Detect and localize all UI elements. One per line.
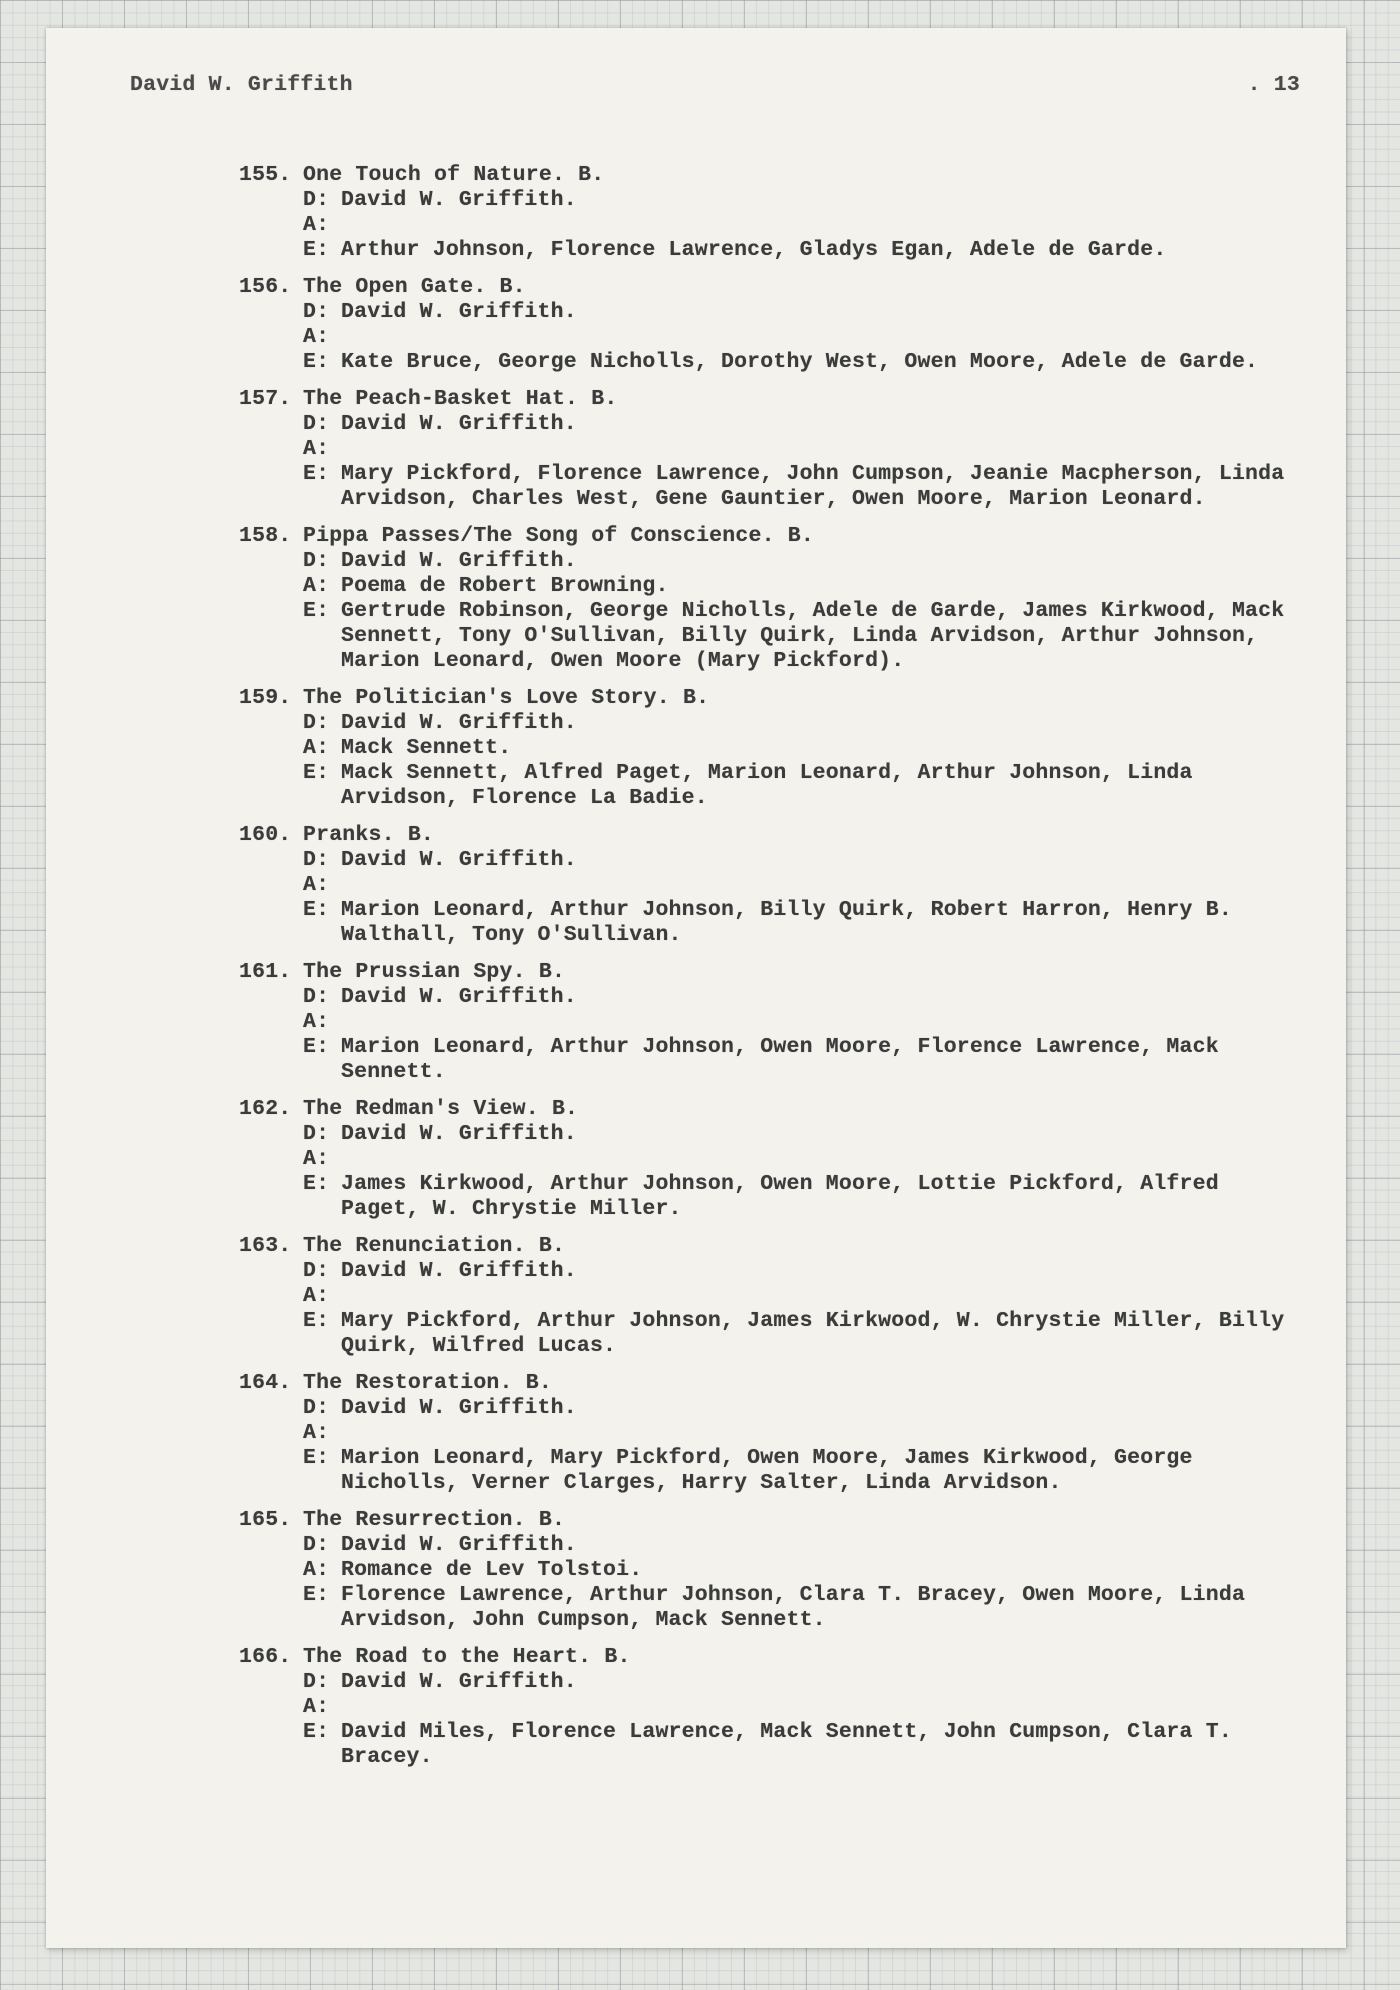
cast-value: Mary Pickford, Florence Lawrence, John Cumpson, Jeanie Macpherson, Linda Arvidson, Charles West, Gene Gauntier, Owen Moore, Marion Leonard. [341,462,1285,511]
adaptation-value [341,873,1301,898]
director-value: David W. Griffith. [341,549,577,573]
film-entry [239,1097,1339,1222]
film-title: The Redman's View. B. [303,1097,579,1121]
cast-label: E: [303,1583,330,1607]
film-title: The Peach-Basket Hat. B. [303,387,618,411]
director-value: David W. Griffith. [341,1122,577,1146]
adaptation-label: A: [303,437,330,461]
director-value: David W. Griffith. [341,412,577,436]
entry-number: 156. [239,275,292,299]
entry-number: 162. [239,1097,292,1121]
cast-value: Marion Leonard, Mary Pickford, Owen Moore, James Kirkwood, George Nicholls, Verner Clarges, Harry Salter, Linda Arvidson. [341,1446,1193,1495]
adaptation-value [341,213,1301,238]
adaptation-value: Mack Sennett. [341,736,512,760]
film-title: The Road to the Heart. B. [303,1645,631,1669]
film-title: The Resurrection. B. [303,1508,566,1532]
director-label: D: [303,549,330,573]
header-author: David W. Griffith [130,73,353,97]
entry-number: 158. [239,524,292,548]
cast-value: Kate Bruce, George Nicholls, Dorothy West, Owen Moore, Adele de Garde. [341,350,1259,374]
cast-label: E: [303,1446,330,1470]
cast-label: E: [303,1172,330,1196]
cast-value: Mary Pickford, Arthur Johnson, James Kirkwood, W. Chrystie Miller, Billy Quirk, Wilfred Lucas. [341,1309,1285,1358]
adaptation-label: A: [303,1147,330,1171]
adaptation-value [341,1421,1301,1446]
adaptation-label: A: [303,213,330,237]
director-label: D: [303,1670,330,1694]
cast-label: E: [303,238,330,262]
film-entry [239,387,1339,512]
adaptation-value [341,1010,1301,1035]
film-entry [239,960,1339,1085]
cast-value: David Miles, Florence Lawrence, Mack Sennett, John Cumpson, Clara T. Bracey. [341,1720,1232,1769]
adaptation-value [341,1147,1301,1172]
director-value: David W. Griffith. [341,711,577,735]
director-label: D: [303,985,330,1009]
director-value: David W. Griffith. [341,1533,577,1557]
film-entry [239,1508,1339,1633]
adaptation-value [341,1284,1301,1309]
cast-value: Arthur Johnson, Florence Lawrence, Gladys Egan, Adele de Garde. [341,238,1167,262]
entry-number: 161. [239,960,292,984]
film-entry [239,275,1339,375]
director-label: D: [303,1533,330,1557]
adaptation-value [341,1695,1301,1720]
entry-number: 166. [239,1645,292,1669]
film-title: The Renunciation. B. [303,1234,566,1258]
director-value: David W. Griffith. [341,848,577,872]
adaptation-value [341,437,1301,462]
cast-label: E: [303,350,330,374]
cast-value: James Kirkwood, Arthur Johnson, Owen Moore, Lottie Pickford, Alfred Paget, W. Chrystie Miller. [341,1172,1219,1221]
film-title: Pippa Passes/The Song of Conscience. B. [303,524,814,548]
adaptation-label: A: [303,574,330,598]
adaptation-label: A: [303,1558,330,1582]
film-title: The Restoration. B. [303,1371,552,1395]
cast-value: Gertrude Robinson, George Nicholls, Adele de Garde, James Kirkwood, Mack Sennett, Tony O'Sullivan, Billy Quirk, Linda Arvidson, Arthur Johnson, Marion Leonard, Owen Moore (Mary Pickford). [341,599,1285,673]
director-label: D: [303,188,330,212]
film-title: One Touch of Nature. B. [303,163,605,187]
adaptation-label: A: [303,736,330,760]
entry-number: 157. [239,387,292,411]
film-entry [239,1371,1339,1496]
adaptation-label: A: [303,325,330,349]
adaptation-label: A: [303,1695,330,1719]
director-value: David W. Griffith. [341,1259,577,1283]
entry-number: 164. [239,1371,292,1395]
adaptation-value: Poema de Robert Browning. [341,574,669,598]
director-value: David W. Griffith. [341,1396,577,1420]
cast-label: E: [303,1309,330,1333]
cast-value: Marion Leonard, Arthur Johnson, Owen Moore, Florence Lawrence, Mack Sennett. [341,1035,1219,1084]
film-entry [239,524,1339,674]
film-entry [239,686,1339,811]
adaptation-label: A: [303,1421,330,1445]
cast-value: Mack Sennett, Alfred Paget, Marion Leonard, Arthur Johnson, Linda Arvidson, Florence La Badie. [341,761,1193,810]
entry-number: 165. [239,1508,292,1532]
entry-number: 160. [239,823,292,847]
director-label: D: [303,1396,330,1420]
film-title: The Politician's Love Story. B. [303,686,710,710]
cast-label: E: [303,1720,330,1744]
cast-value: Marion Leonard, Arthur Johnson, Billy Quirk, Robert Harron, Henry B. Walthall, Tony O'Sullivan. [341,898,1232,947]
film-entry [239,1234,1339,1359]
film-title: Pranks. B. [303,823,435,847]
director-label: D: [303,1122,330,1146]
director-label: D: [303,848,330,872]
entry-number: 163. [239,1234,292,1258]
adaptation-value [341,325,1301,350]
cast-label: E: [303,761,330,785]
page-number: . 13 [1247,73,1300,97]
film-entry [239,163,1339,263]
director-label: D: [303,412,330,436]
cast-label: E: [303,898,330,922]
adaptation-label: A: [303,1284,330,1308]
cast-label: E: [303,599,330,623]
cast-label: E: [303,1035,330,1059]
director-value: David W. Griffith. [341,985,577,1009]
typed-page [46,28,1346,1948]
adaptation-value: Romance de Lev Tolstoi. [341,1558,643,1582]
filmography-list [239,163,1339,1782]
director-label: D: [303,1259,330,1283]
film-entry [239,823,1339,948]
cast-label: E: [303,462,330,486]
director-value: David W. Griffith. [341,188,577,212]
entry-number: 155. [239,163,292,187]
director-label: D: [303,711,330,735]
entry-number: 159. [239,686,292,710]
director-value: David W. Griffith. [341,300,577,324]
director-label: D: [303,300,330,324]
adaptation-label: A: [303,873,330,897]
cast-value: Florence Lawrence, Arthur Johnson, Clara T. Bracey, Owen Moore, Linda Arvidson, John Cumpson, Mack Sennett. [341,1583,1246,1632]
adaptation-label: A: [303,1010,330,1034]
film-title: The Open Gate. B. [303,275,526,299]
director-value: David W. Griffith. [341,1670,577,1694]
film-title: The Prussian Spy. B. [303,960,566,984]
film-entry [239,1645,1339,1770]
